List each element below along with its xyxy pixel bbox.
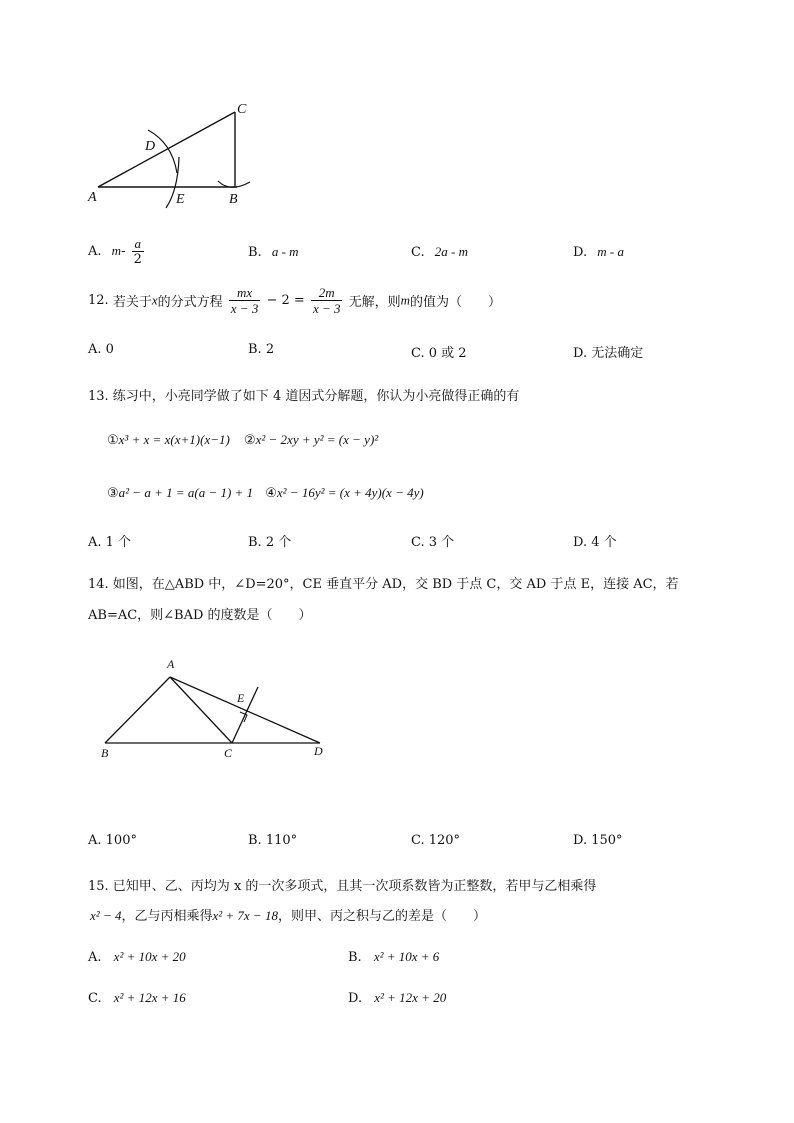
q12-text-after-1: 无解，则	[348, 295, 401, 310]
fig2-label-b: B	[101, 746, 109, 760]
q11-option-a-fraction	[132, 236, 144, 267]
fig2-label-e: E	[237, 691, 245, 705]
q15-option-d-expr: x² + 12x + 20	[374, 990, 447, 1005]
q15-stem-line-2	[90, 905, 486, 924]
q12-fraction-2	[311, 285, 343, 316]
q13-eq1: x³ + x = x(x+1)(x−1)	[118, 432, 230, 447]
q12-frac1-denominator: x − 3	[230, 301, 259, 316]
q13-eq4: x² − 16y² = (x + 4y)(x − 4y)	[276, 485, 424, 500]
q11-option-b-letter: B.	[248, 245, 262, 260]
q12-fraction-1	[229, 285, 261, 316]
q15-text-2: ，则甲、丙之积与乙的差是（ ）	[277, 909, 486, 924]
q14-option-d[interactable]: D. 150°	[573, 833, 623, 848]
q12-frac2-denominator: x − 3	[312, 301, 341, 316]
q12-number: 12.	[88, 293, 109, 308]
fig1-label-c: C	[237, 102, 247, 117]
q11-option-a-numerator: a	[132, 236, 144, 252]
segment-ce-extended	[232, 687, 258, 743]
q12-frac1-numerator: mx	[229, 285, 261, 301]
q14-option-b[interactable]: B. 110°	[248, 833, 298, 848]
q15-expr-1: x² − 4	[90, 908, 122, 923]
q15-option-d[interactable]	[348, 990, 446, 1006]
q15-option-b-letter: B.	[348, 950, 362, 965]
q15-text-1: ，乙与丙相乘得	[121, 909, 213, 924]
q13-eq2-mark: ②	[243, 433, 256, 448]
q15-option-c-expr: x² + 12x + 16	[113, 990, 186, 1005]
q15-option-b[interactable]	[348, 949, 439, 965]
segment-ad	[170, 677, 320, 743]
q12-option-d[interactable]: D. 无法确定	[573, 346, 644, 361]
q13-eq3-mark: ③	[107, 486, 119, 501]
q11-option-a[interactable]	[88, 236, 146, 267]
q11-option-d[interactable]	[573, 244, 624, 260]
q11-option-b[interactable]	[248, 244, 299, 260]
q11-option-b-expr: a - m	[271, 244, 299, 259]
fig1-label-a: A	[88, 190, 97, 205]
q11-option-a-minus: -	[121, 244, 126, 259]
fig2-label-a: A	[167, 657, 175, 671]
q12-stem	[88, 285, 501, 316]
q13-eq4-mark: ④	[265, 486, 277, 501]
q15-option-a[interactable]	[88, 949, 186, 965]
q14-stem-line-2: AB=AC，则∠BAD 的度数是（ ）	[88, 608, 312, 623]
q12-text-before: 若关于	[112, 295, 152, 310]
segment-ab	[105, 677, 170, 743]
q11-option-a-letter: A.	[88, 244, 102, 259]
q12-option-b[interactable]: B. 2	[248, 342, 275, 357]
q12-text-mid: 的分式方程	[157, 295, 223, 310]
q12-option-c[interactable]: C. 0 或 2	[411, 346, 467, 361]
fig2-label-c: C	[224, 746, 233, 760]
q11-option-c-expr: 2a - m	[434, 244, 468, 259]
q14-stem-line-1: 14. 如图，在△ABD 中，∠D=20°，CE 垂直平分 AD，交 BD 于点 C，交 AD 于点 E，连接 AC，若	[88, 577, 679, 592]
q15-option-a-expr: x² + 10x + 20	[113, 949, 186, 964]
q11-option-c-letter: C.	[411, 245, 425, 260]
figure-triangle-abd	[95, 665, 335, 765]
q12-option-a[interactable]: A. 0	[88, 342, 114, 357]
q15-option-a-letter: A.	[88, 950, 102, 965]
q13-equations-row-1	[107, 432, 378, 448]
q13-option-c[interactable]: C. 3 个	[411, 535, 455, 550]
q14-option-a[interactable]: A. 100°	[88, 833, 137, 848]
q13-option-a[interactable]: A. 1 个	[88, 535, 132, 550]
q11-option-d-letter: D.	[573, 245, 588, 260]
q15-expr-2: x² + 7x − 18	[212, 908, 278, 923]
q12-var-m: m	[400, 292, 411, 308]
fig2-label-d: D	[314, 744, 323, 758]
fig1-label-e: E	[176, 192, 185, 207]
segment-ac	[170, 677, 232, 743]
q12-minus-two: − 2 =	[266, 293, 305, 308]
q15-option-c-letter: C.	[88, 991, 102, 1006]
segment-ac	[98, 112, 235, 187]
q13-eq2: x² − 2xy + y² = (x − y)²	[255, 432, 379, 447]
q11-option-a-m: m	[111, 243, 122, 258]
q13-eq3: a² − a + 1 = a(a − 1) + 1	[118, 485, 254, 500]
q13-stem: 13. 练习中，小亮同学做了如下 4 道因式分解题，你认为小亮做得正确的有	[88, 389, 520, 404]
q14-option-c[interactable]: C. 120°	[411, 833, 461, 848]
fig1-label-b: B	[229, 192, 238, 207]
q12-text-after-2: 的值为（ ）	[410, 295, 502, 310]
q15-option-c[interactable]	[88, 990, 186, 1006]
q15-option-d-letter: D.	[348, 991, 363, 1006]
q15-option-b-expr: x² + 10x + 6	[373, 949, 440, 964]
q11-option-c[interactable]	[411, 244, 468, 260]
q13-eq1-mark: ①	[107, 433, 119, 448]
q11-option-d-expr: m - a	[597, 244, 624, 259]
q12-var-x: x	[151, 292, 158, 308]
q11-option-a-denominator: 2	[133, 252, 142, 267]
q15-stem-line-1: 15. 已知甲、乙、丙均为 x 的一次多项式，且其一次项系数皆为正整数，若甲与乙相乘得	[88, 879, 597, 894]
q12-frac2-numerator: 2m	[311, 285, 343, 301]
q13-equations-row-2	[107, 485, 424, 501]
fig1-label-d: D	[145, 139, 156, 154]
q13-option-b[interactable]: B. 2 个	[248, 535, 292, 550]
q13-option-d[interactable]: D. 4 个	[573, 535, 617, 550]
